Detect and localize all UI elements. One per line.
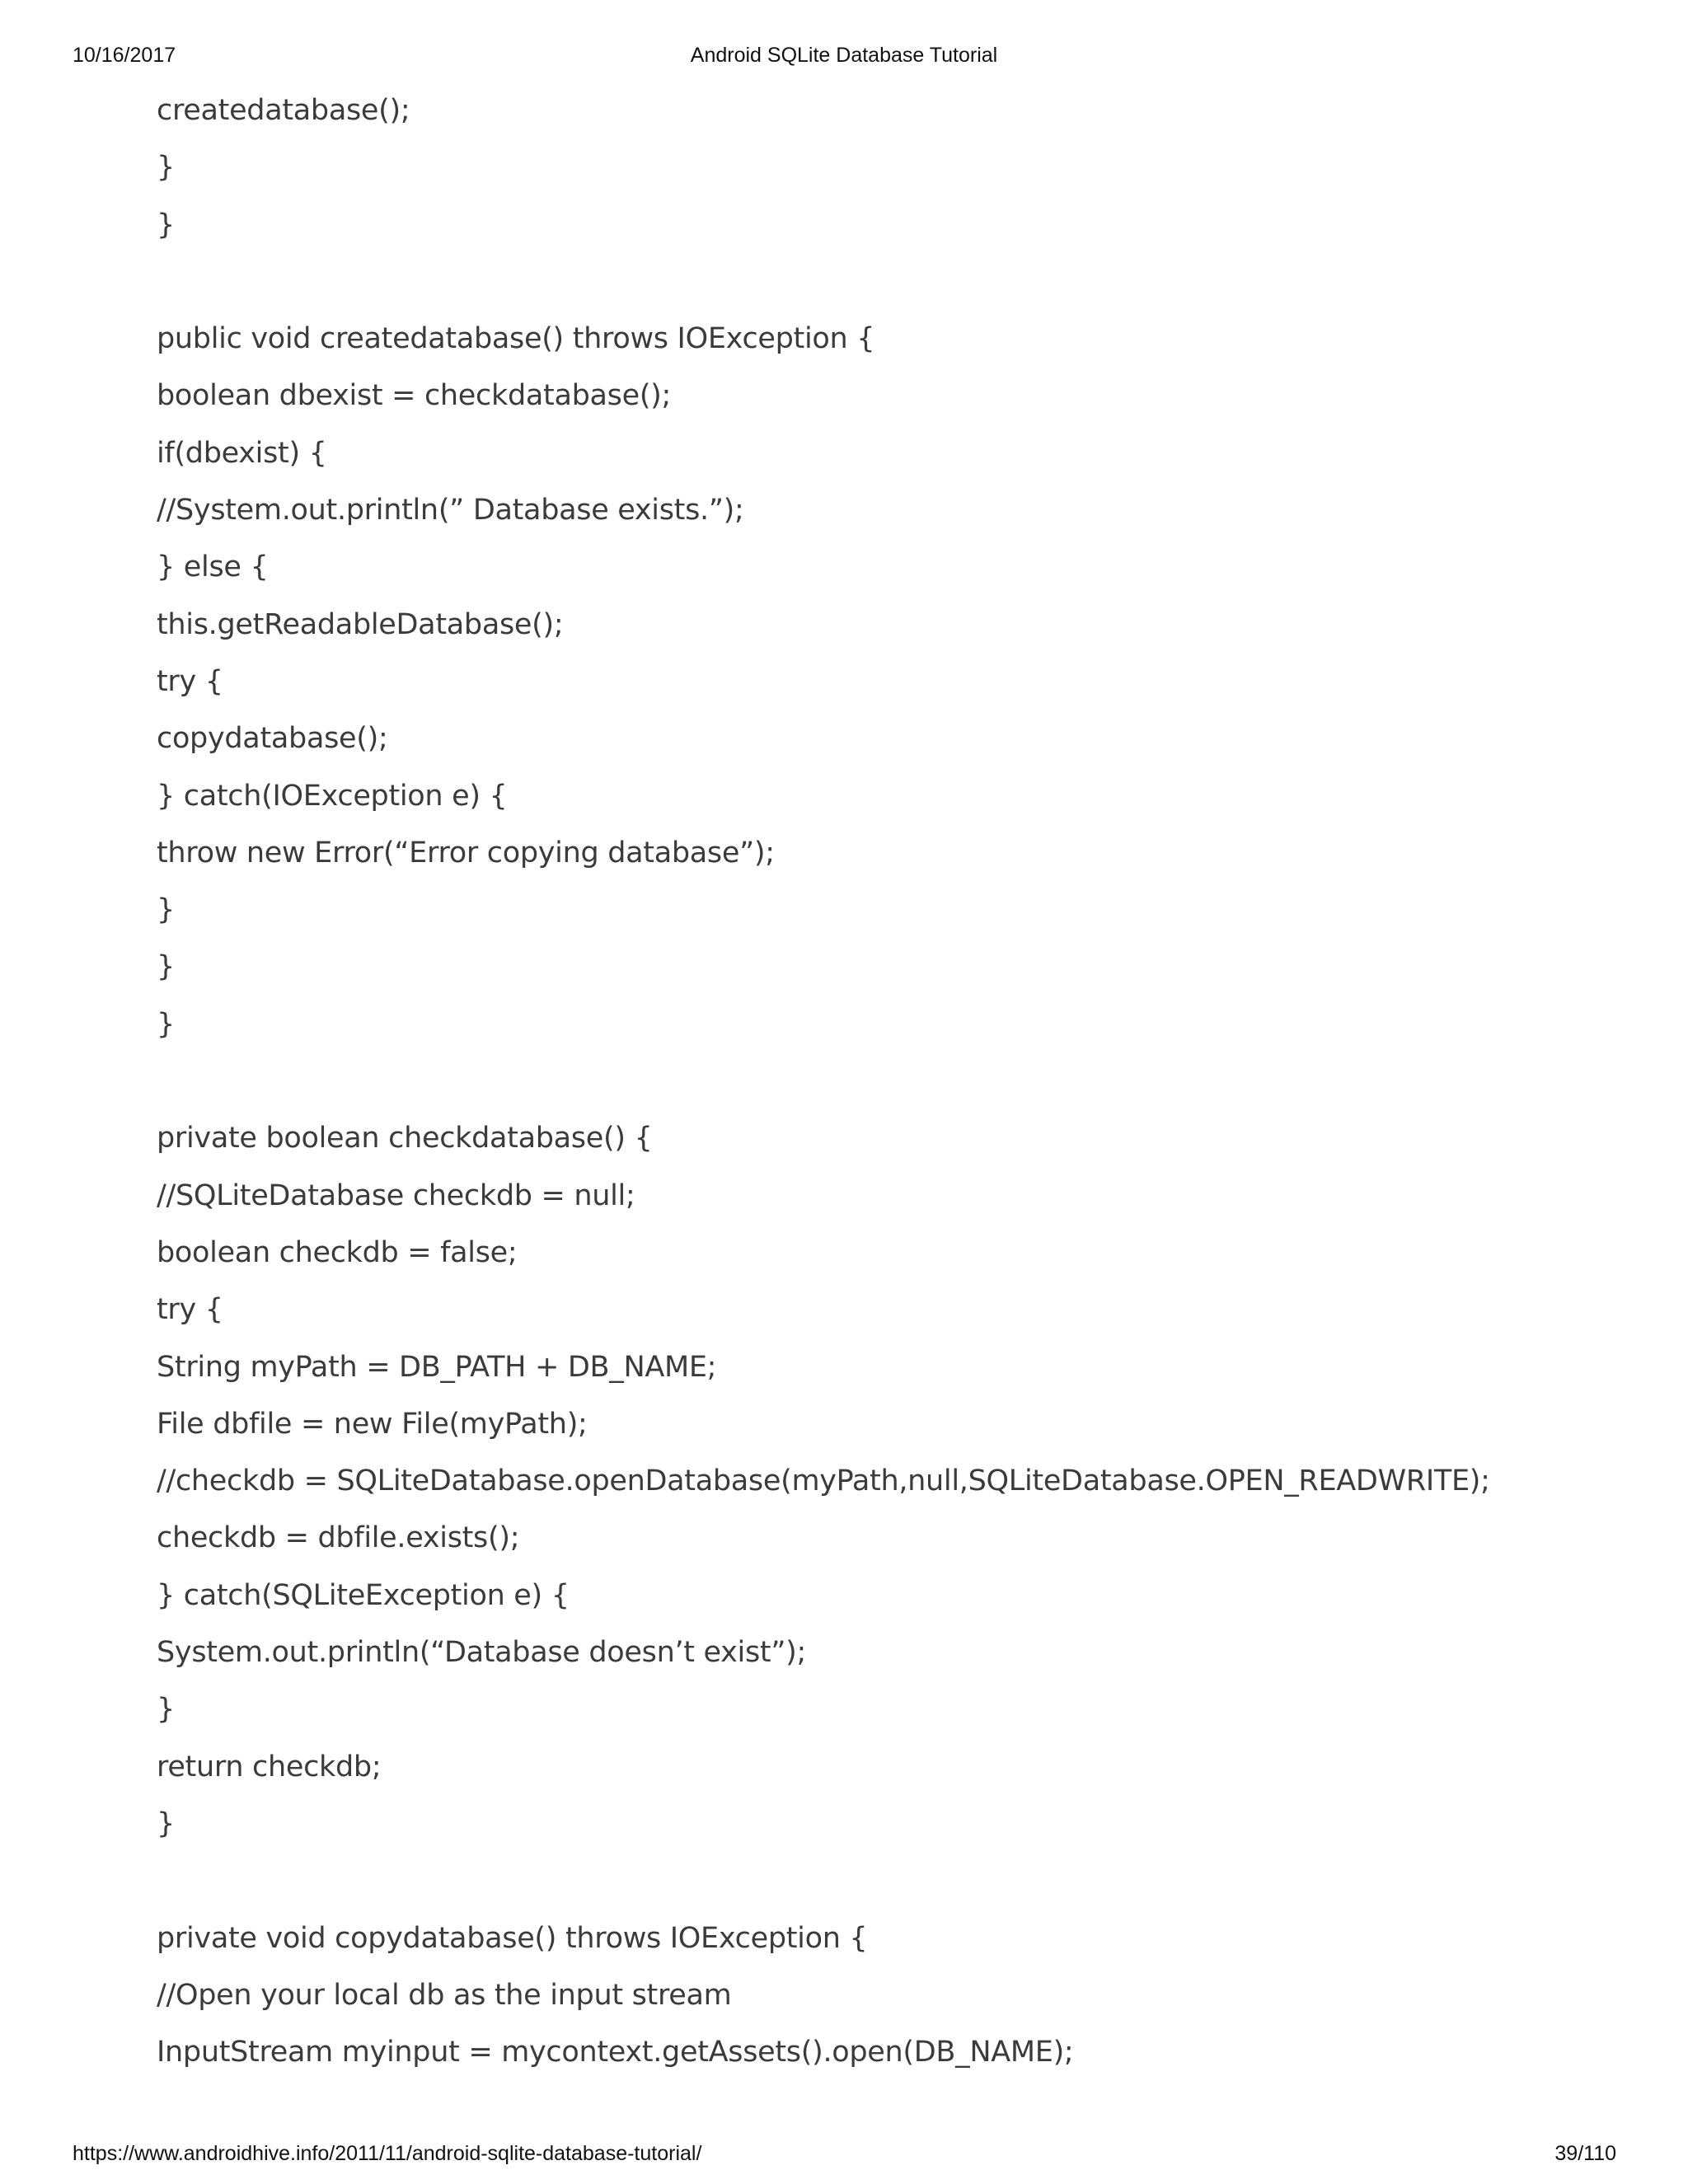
code-line: private boolean checkdatabase() { <box>157 1122 653 1155</box>
code-line: } <box>157 151 175 185</box>
header-title: Android SQLite Database Tutorial <box>690 44 998 67</box>
code-line: boolean checkdb = false; <box>157 1235 518 1269</box>
code-line: try { <box>157 1293 223 1327</box>
code-line: System.out.println(“Database doesn’t exist”); <box>157 1636 807 1670</box>
code-line: } <box>157 893 175 927</box>
code-line: boolean dbexist = checkdatabase(); <box>157 379 672 413</box>
code-line: this.getReadableDatabase(); <box>157 607 564 641</box>
code-line: throw new Error(“Error copying database”); <box>157 836 775 869</box>
code-line: //System.out.println(” Database exists.”); <box>157 494 744 527</box>
code-line: } <box>157 1693 175 1727</box>
code-line: //checkdb = SQLiteDatabase.openDatabase(myPath,null,SQLiteDatabase.OPEN_READWRITE); <box>157 1465 1490 1498</box>
code-line: } <box>157 1807 175 1840</box>
code-line: //SQLiteDatabase checkdb = null; <box>157 1179 635 1212</box>
code-line: } <box>157 208 175 241</box>
code-line-blank <box>157 254 1640 311</box>
footer-url: https://www.androidhive.info/2011/11/android-sqlite-database-tutorial/ <box>73 2142 702 2165</box>
code-line: checkdb = dbfile.exists(); <box>157 1521 520 1555</box>
code-line: File dbfile = new File(myPath); <box>157 1407 588 1441</box>
code-line-blank <box>157 1053 1640 1110</box>
code-line: InputStream myinput = mycontext.getAssets().open(DB_NAME); <box>157 2036 1074 2069</box>
code-line: private void copydatabase() throws IOException { <box>157 1921 868 1955</box>
code-line: } <box>157 950 175 984</box>
code-listing <box>157 82 1640 2081</box>
code-line-blank <box>157 1853 1640 1910</box>
code-line: } <box>157 1007 175 1041</box>
code-line: return checkdb; <box>157 1750 382 1783</box>
code-line: } catch(SQLiteException e) { <box>157 1578 570 1612</box>
code-line: createdatabase(); <box>157 94 410 127</box>
code-line: public void createdatabase() throws IOException { <box>157 322 875 356</box>
code-line: String myPath = DB_PATH + DB_NAME; <box>157 1350 717 1384</box>
code-line: //Open your local db as the input stream <box>157 1978 732 2012</box>
code-line: } else { <box>157 551 269 584</box>
header-date: 10/16/2017 <box>73 44 176 67</box>
code-line: } catch(IOException e) { <box>157 779 508 813</box>
page-number: 39/110 <box>1554 2142 1616 2165</box>
code-line: try { <box>157 664 223 698</box>
code-line: if(dbexist) { <box>157 436 327 470</box>
code-line: copydatabase(); <box>157 722 388 756</box>
